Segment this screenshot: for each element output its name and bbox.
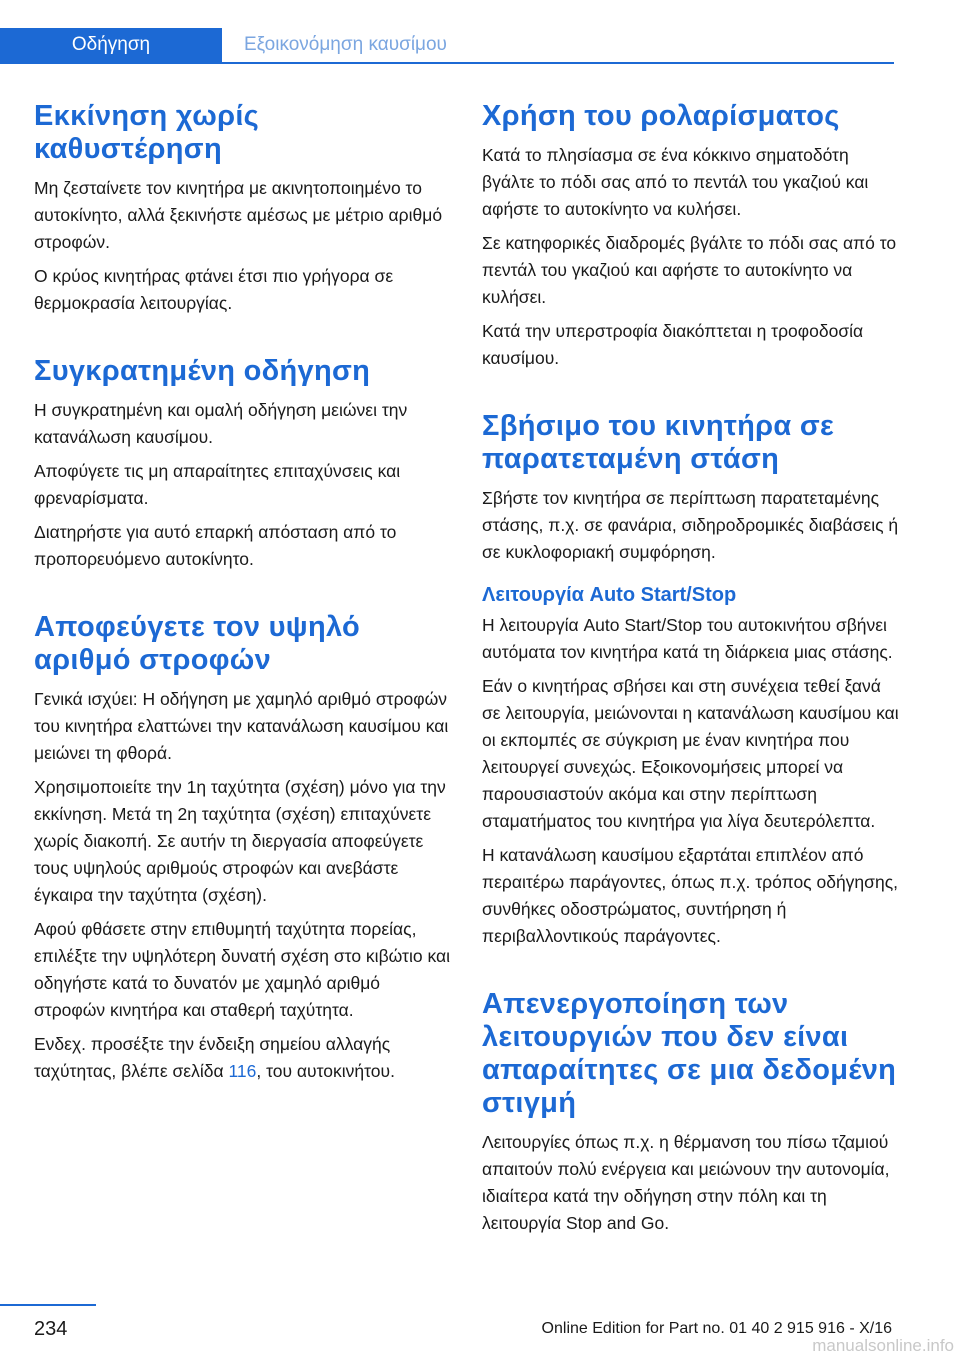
section-breadcrumb-label: Εξοικονόμηση καυσίμου — [244, 34, 447, 55]
left-column — [34, 100, 452, 1123]
section-heading: Απενεργοποίηση των λειτουργιών που δεν είναι απαραίτητες σε μια δεδομένη στιγμή — [482, 988, 897, 1119]
paragraph: Αφού φθάσετε στην επιθυμητή ταχύτητα πορείας, επιλέξτε την υψηλότερη δυνατή σχέση στο κιβώτιο και οδηγήστε κατά το δυνατόν με χαμηλό αριθμό στροφών κινητήρα και σταθερή ταχύτητα. — [34, 919, 450, 1020]
paragraph: Η συγκρατημένη και ομαλή οδήγηση μειώνει την κατανάλωση καυσίμου. — [34, 400, 408, 447]
footer-divider — [0, 1304, 96, 1306]
section-heading: Σβήσιμο του κινητήρα σε παρατεταμένη στάση — [482, 410, 835, 475]
paragraph: Χρησιμοποιείτε την 1η ταχύτητα (σχέση) μόνο για την εκκίνηση. Μετά τη 2η ταχύτητα (σχέση) επιταχύνετε χωρίς διακοπή. Σε αυτήν τη διεργασία αποφεύγετε τους υψηλούς αριθμούς στροφών και ανεβάστε έγκαιρα την ταχύτητα (σχέση). — [34, 777, 446, 905]
section-restrained-driving — [34, 355, 452, 573]
watermark: manualsonline.info — [812, 1336, 954, 1355]
paragraph: Εάν ο κινητήρας σβήσει και στη συνέχεια τεθεί ξανά σε λειτουργία, μειώνονται η κατανάλωση καυσίμου και οι εκπομπές σε σύγκριση με έναν κινητήρα που λειτουργεί συνεχώς. Εξοικονομήσεις μπορεί να παρουσιαστούν ακόμα και στην περίπτωση σταματήματος του κινητήρα για λίγα δευτερόλεπτα. — [482, 676, 899, 831]
text-fragment: , του αυτοκινήτου. — [256, 1061, 395, 1081]
paragraph: Η κατανάλωση καυσίμου εξαρτάται επιπλέον από περαιτέρω παράγοντες, όπως π.χ. τρόπος οδήγησης, συνθήκες οδοστρώματος, συντήρηση ή περιβαλλοντικούς παράγοντες. — [482, 845, 898, 946]
section-heading: Αποφεύγετε τον υψηλό αριθμό στροφών — [34, 611, 361, 676]
subsection-heading: Λειτουργία Auto Start/Stop — [482, 584, 737, 606]
paragraph: Σε κατηφορικές διαδρομές βγάλτε το πόδι σας από το πεντάλ του γκαζιού και αφήστε το αυτοκίνητο να κυλήσει. — [482, 233, 897, 307]
paragraph: Ο κρύος κινητήρας φτάνει έτσι πιο γρήγορα σε θερμοκρασία λειτουργίας. — [34, 266, 394, 313]
paragraph: Διατηρήστε για αυτό επαρκή απόσταση από το προπορευόμενο αυτοκίνητο. — [34, 522, 397, 569]
section-coasting — [482, 100, 900, 372]
edition-info: Online Edition for Part no. 01 40 2 915 916 - X/16 — [541, 1320, 892, 1337]
right-column — [482, 100, 900, 1275]
chapter-tab-label: Οδήγηση — [71, 34, 151, 55]
text-fragment: Ενδεχ. προσέξτε την ένδειξη σημείου αλλαγής ταχύτητας, βλέπε σελίδα — [34, 1034, 391, 1081]
chapter-tab — [0, 28, 222, 62]
paragraph: Η λειτουργία Auto Start/Stop του αυτοκινήτου σβήνει αυτόματα τον κινητήρα κατά τη διάρκεια μιας στάσης. — [482, 615, 893, 662]
paragraph: Μη ζεσταίνετε τον κινητήρα με ακινητοποιημένο το αυτοκίνητο, αλλά ξεκινήστε αμέσως με μέτριο αριθμό στροφών. — [34, 178, 443, 252]
section-breadcrumb — [244, 28, 447, 62]
paragraph: Σβήστε τον κινητήρα σε περίπτωση παρατεταμένης στάσης, π.χ. σε φανάρια, σιδηροδρομικές διαβάσεις ή σε κυκλοφοριακή συμφόρηση. — [482, 488, 899, 562]
section-heading: Εκκίνηση χωρίς καθυστέρηση — [34, 100, 260, 165]
header-bar — [0, 28, 894, 64]
section-avoid-high-rpm — [34, 611, 452, 1085]
page-reference-link[interactable]: 116 — [228, 1061, 257, 1081]
paragraph: Αποφύγετε τις μη απαραίτητες επιταχύνσεις και φρεναρίσματα. — [34, 461, 401, 508]
paragraph: Κατά το πλησίασμα σε ένα κόκκινο σηματοδότη βγάλτε το πόδι σας από το πεντάλ του γκαζιού και αφήστε το αυτοκίνητο να κυλήσει. — [482, 145, 869, 219]
paragraph: Γενικά ισχύει: Η οδήγηση με χαμηλό αριθμό στροφών του κινητήρα ελαττώνει την κατανάλωση καυσίμου και μειώνει τη φθορά. — [34, 689, 449, 763]
section-start-without-delay — [34, 100, 452, 317]
section-heading: Συγκρατημένη οδήγηση — [34, 355, 371, 387]
section-heading: Χρήση του ρολαρίσματος — [482, 100, 840, 132]
paragraph-with-link — [34, 1031, 452, 1085]
page-number: 234 — [34, 1318, 68, 1340]
paragraph: Λειτουργίες όπως π.χ. η θέρμανση του πίσω τζαμιού απαιτούν πολύ ενέργεια και μειώνουν την αυτονομία, ιδιαίτερα κατά την οδήγηση στην πόλη και τη λειτουργία Stop and Go. — [482, 1132, 890, 1233]
section-disable-functions — [482, 988, 900, 1237]
paragraph: Κατά την υπερστροφία διακόπτεται η τροφοδοσία καυσίμου. — [482, 321, 864, 368]
section-engine-off-long-stop — [482, 410, 900, 950]
